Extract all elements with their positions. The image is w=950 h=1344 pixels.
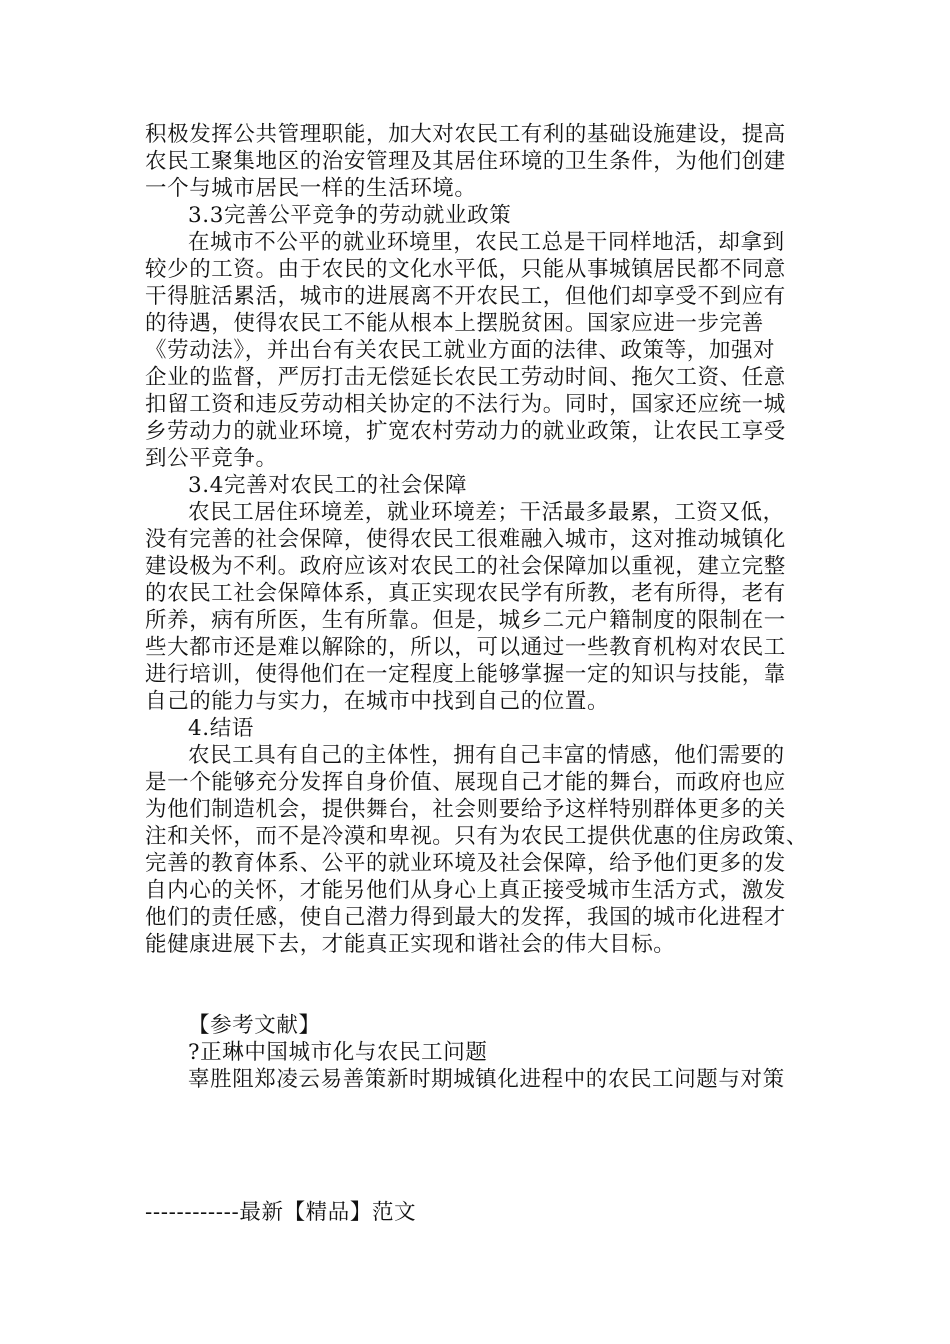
body-text-line: 完善的教育体系、公平的就业环境及社会保障，给予他们更多的发 bbox=[145, 851, 786, 876]
body-text-line: 进行培训，使得他们在一定程度上能够掌握一定的知识与技能，靠 bbox=[145, 662, 786, 687]
reference-item: 辜胜阻郑凌云易善策新时期城镇化进程中的农民工问题与对策 bbox=[188, 1067, 785, 1092]
body-text-line: 的农民工社会保障体系，真正实现农民学有所教，老有所得，老有 bbox=[145, 581, 786, 606]
body-text-line: 较少的工资。由于农民的文化水平低，只能从事城镇居民都不同意 bbox=[145, 257, 786, 282]
body-text-line: 自内心的关怀，才能另他们从身心上真正接受城市生活方式，激发 bbox=[145, 878, 786, 903]
section-heading-3-4: 3.4完善对农民工的社会保障 bbox=[188, 473, 468, 498]
paragraph-start: 农民工居住环境差，就业环境差；干活最多最累，工资又低， bbox=[188, 500, 785, 525]
page-footer: ------------最新【精品】范文 bbox=[145, 1200, 417, 1225]
body-text-line: 干得脏活累活，城市的进展离不开农民工，但他们却享受不到应有 bbox=[145, 284, 786, 309]
body-text-line: 农民工聚集地区的治安管理及其居住环境的卫生条件，为他们创建 bbox=[145, 149, 786, 174]
references-heading: 【参考文献】 bbox=[188, 1013, 321, 1038]
body-text-line: 自己的能力与实力，在城市中找到自己的位置。 bbox=[145, 689, 610, 714]
body-text-line: 扣留工资和违反劳动相关协定的不法行为。同时，国家还应统一城 bbox=[145, 392, 786, 417]
body-text-line: 企业的监督，严厉打击无偿延长农民工劳动时间、拖欠工资、任意 bbox=[145, 365, 786, 390]
body-text-line: 建设极为不利。政府应该对农民工的社会保障加以重视，建立完整 bbox=[145, 554, 786, 579]
body-text-line: 乡劳动力的就业环境，扩宽农村劳动力的就业政策，让农民工享受 bbox=[145, 419, 786, 444]
body-text-line: 他们的责任感，使自己潜力得到最大的发挥，我国的城市化进程才 bbox=[145, 905, 786, 930]
paragraph-start: 农民工具有自己的主体性，拥有自己丰富的情感，他们需要的 bbox=[188, 743, 785, 768]
body-text-line: 能健康进展下去，才能真正实现和谐社会的伟大目标。 bbox=[145, 932, 676, 957]
body-text-line: 《劳动法》，并出台有关农民工就业方面的法律、政策等，加强对 bbox=[145, 338, 776, 363]
section-heading-3-3: 3.3完善公平竞争的劳动就业政策 bbox=[188, 203, 512, 228]
body-text-line: 是一个能够充分发挥自身价值、展现自己才能的舞台，而政府也应 bbox=[145, 770, 786, 795]
body-text-line: 为他们制造机会，提供舞台，社会则要给予这样特别群体更多的关 bbox=[145, 797, 786, 822]
body-text-line: 的待遇，使得农民工不能从根本上摆脱贫困。国家应进一步完善 bbox=[145, 311, 764, 336]
body-text-line: 积极发挥公共管理职能，加大对农民工有利的基础设施建设，提高 bbox=[145, 122, 786, 147]
body-text-line: 没有完善的社会保障，使得农民工很难融入城市，这对推动城镇化 bbox=[145, 527, 786, 552]
body-text-line: 一个与城市居民一样的生活环境。 bbox=[145, 176, 477, 201]
body-text-line: 注和关怀，而不是冷漠和卑视。只有为农民工提供优惠的住房政策、 bbox=[145, 824, 809, 849]
body-text-line: 所养，病有所医，生有所靠。但是，城乡二元户籍制度的限制在一 bbox=[145, 608, 786, 633]
body-text-line: 些大都市还是难以解除的，所以，可以通过一些教育机构对农民工 bbox=[145, 635, 786, 660]
body-text-line: 到公平竞争。 bbox=[145, 446, 278, 471]
paragraph-start: 在城市不公平的就业环境里，农民工总是干同样地活，却拿到 bbox=[188, 230, 785, 255]
reference-item: ?正琳中国城市化与农民工问题 bbox=[188, 1040, 488, 1065]
section-heading-4: 4.结语 bbox=[188, 716, 254, 741]
